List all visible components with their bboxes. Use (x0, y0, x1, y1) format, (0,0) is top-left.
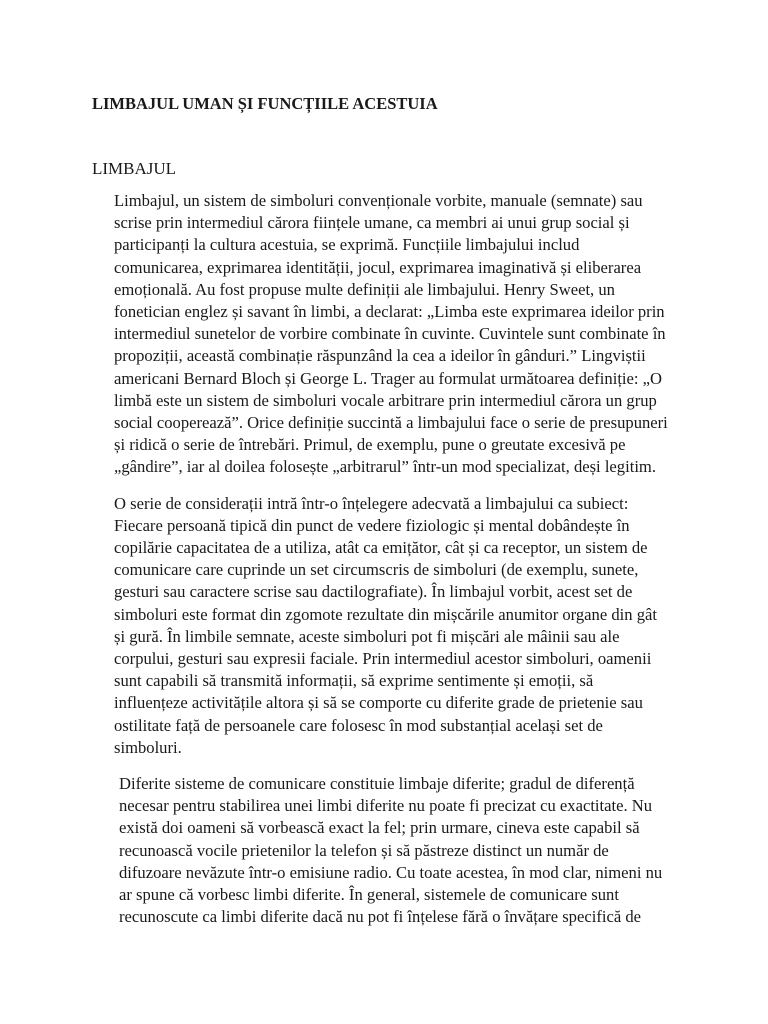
text-line: simboluri. (114, 737, 182, 757)
document-body (92, 190, 692, 943)
text-line: „gândire”, iar al doilea folosește „arbitrarul” într-un mod specializat, deși legitim. (114, 457, 656, 477)
text-line: limbă este un sistem de simboluri vocale arbitrare prin intermediul cărora un grup (114, 390, 657, 410)
text-line: și gură. În limbile semnate, aceste simboluri pot fi mișcări ale mâinii sau ale (114, 626, 620, 646)
text-line: intermediul sunetelor de vorbire combinate în cuvinte. Cuvintele sunt combinate în (114, 324, 666, 344)
text-line: influențeze activitățile altora și să se comporte cu diferite grade de prietenie sau (114, 693, 643, 713)
text-line: Diferite sisteme de comunicare constituie limbaje diferite; gradul de diferență (119, 774, 635, 794)
text-line: social cooperează”. Orice definiție succintă a limbajului face o serie de presupuneri (114, 413, 668, 433)
text-line: emoțională. Au fost propuse multe definiții ale limbajului. Henry Sweet, un (114, 279, 615, 299)
text-line: și ridică o serie de întrebări. Primul, de exemplu, pune o greutate excesivă pe (114, 435, 626, 455)
text-line: gesturi sau caractere scrise sau dactilografiate). În limbajul vorbit, acest set de (114, 582, 633, 602)
text-line: ar spune că vorbesc limbi diferite. În general, sistemele de comunicare sunt (119, 885, 619, 905)
text-line: simboluri este format din zgomote rezultate din mișcările anumitor organe din gât (114, 604, 657, 624)
text-line: participanți la cultura acestuia, se exprimă. Funcțiile limbajului includ (114, 235, 580, 255)
section-heading: LIMBAJUL (92, 159, 177, 178)
text-line: există doi oameni să vorbească exact la fel; prin urmare, cineva este capabil să (119, 818, 640, 838)
text-line: copilărie capacitatea de a utiliza, atât ca emițător, cât și ca receptor, un sistem de (114, 538, 648, 558)
text-line: comunicare care cuprinde un set circumscris de simboluri (de exemplu, sunete, (114, 560, 639, 580)
text-line: ostilitate față de persoanele care folosesc în mod substanțial același set de (114, 715, 603, 735)
text-line: O serie de considerații intră într-o înțelegere adecvată a limbajului ca subiect: (114, 493, 629, 513)
text-line: Limbajul, un sistem de simboluri convenționale vorbite, manuale (semnate) sau (114, 191, 643, 210)
text-line: sunt capabili să transmită informații, să exprime sentimente și emoții, să (114, 671, 594, 691)
text-line: difuzoare nevăzute într-o emisiune radio. Cu toate acestea, în mod clar, nimeni nu (119, 862, 663, 882)
text-line: Fiecare persoană tipică din punct de vedere fiziologic și mental dobândește în (114, 515, 630, 535)
text-line: scrise prin intermediul cărora ființele umane, ca membri ai unui grup social și (114, 213, 630, 233)
text-line: propoziții, această combinație răspunzând la cea a ideilor în gânduri.” Lingviștii (114, 346, 646, 366)
text-line: recunoscute ca limbi diferite dacă nu pot fi înțelese fără o învățare specifică de (119, 907, 641, 927)
text-line: corpului, gesturi sau expresii faciale. Prin intermediul acestor simboluri, oamenii (114, 649, 652, 669)
text-line: recunoască vocile prietenilor la telefon și să păstreze distinct un număr de (119, 840, 609, 860)
paragraph-1 (92, 190, 692, 479)
text-line: necesar pentru stabilirea unei limbi diferite nu poate fi precizat cu exactitate. Nu (119, 796, 653, 816)
text-line: americani Bernard Bloch și George L. Trager au formulat următoarea definiție: „O (114, 368, 663, 388)
text-line: comunicarea, exprimarea identității, jocul, exprimarea imaginativă și eliberarea (114, 257, 642, 277)
paragraph-2 (92, 493, 692, 759)
document-title: LIMBAJUL UMAN ȘI FUNCȚIILE ACESTUIA (92, 94, 438, 113)
text-line: fonetician englez și savant în limbi, a declarat: „Limba este exprimarea ideilor prin (114, 302, 665, 322)
paragraph-3 (92, 773, 692, 928)
